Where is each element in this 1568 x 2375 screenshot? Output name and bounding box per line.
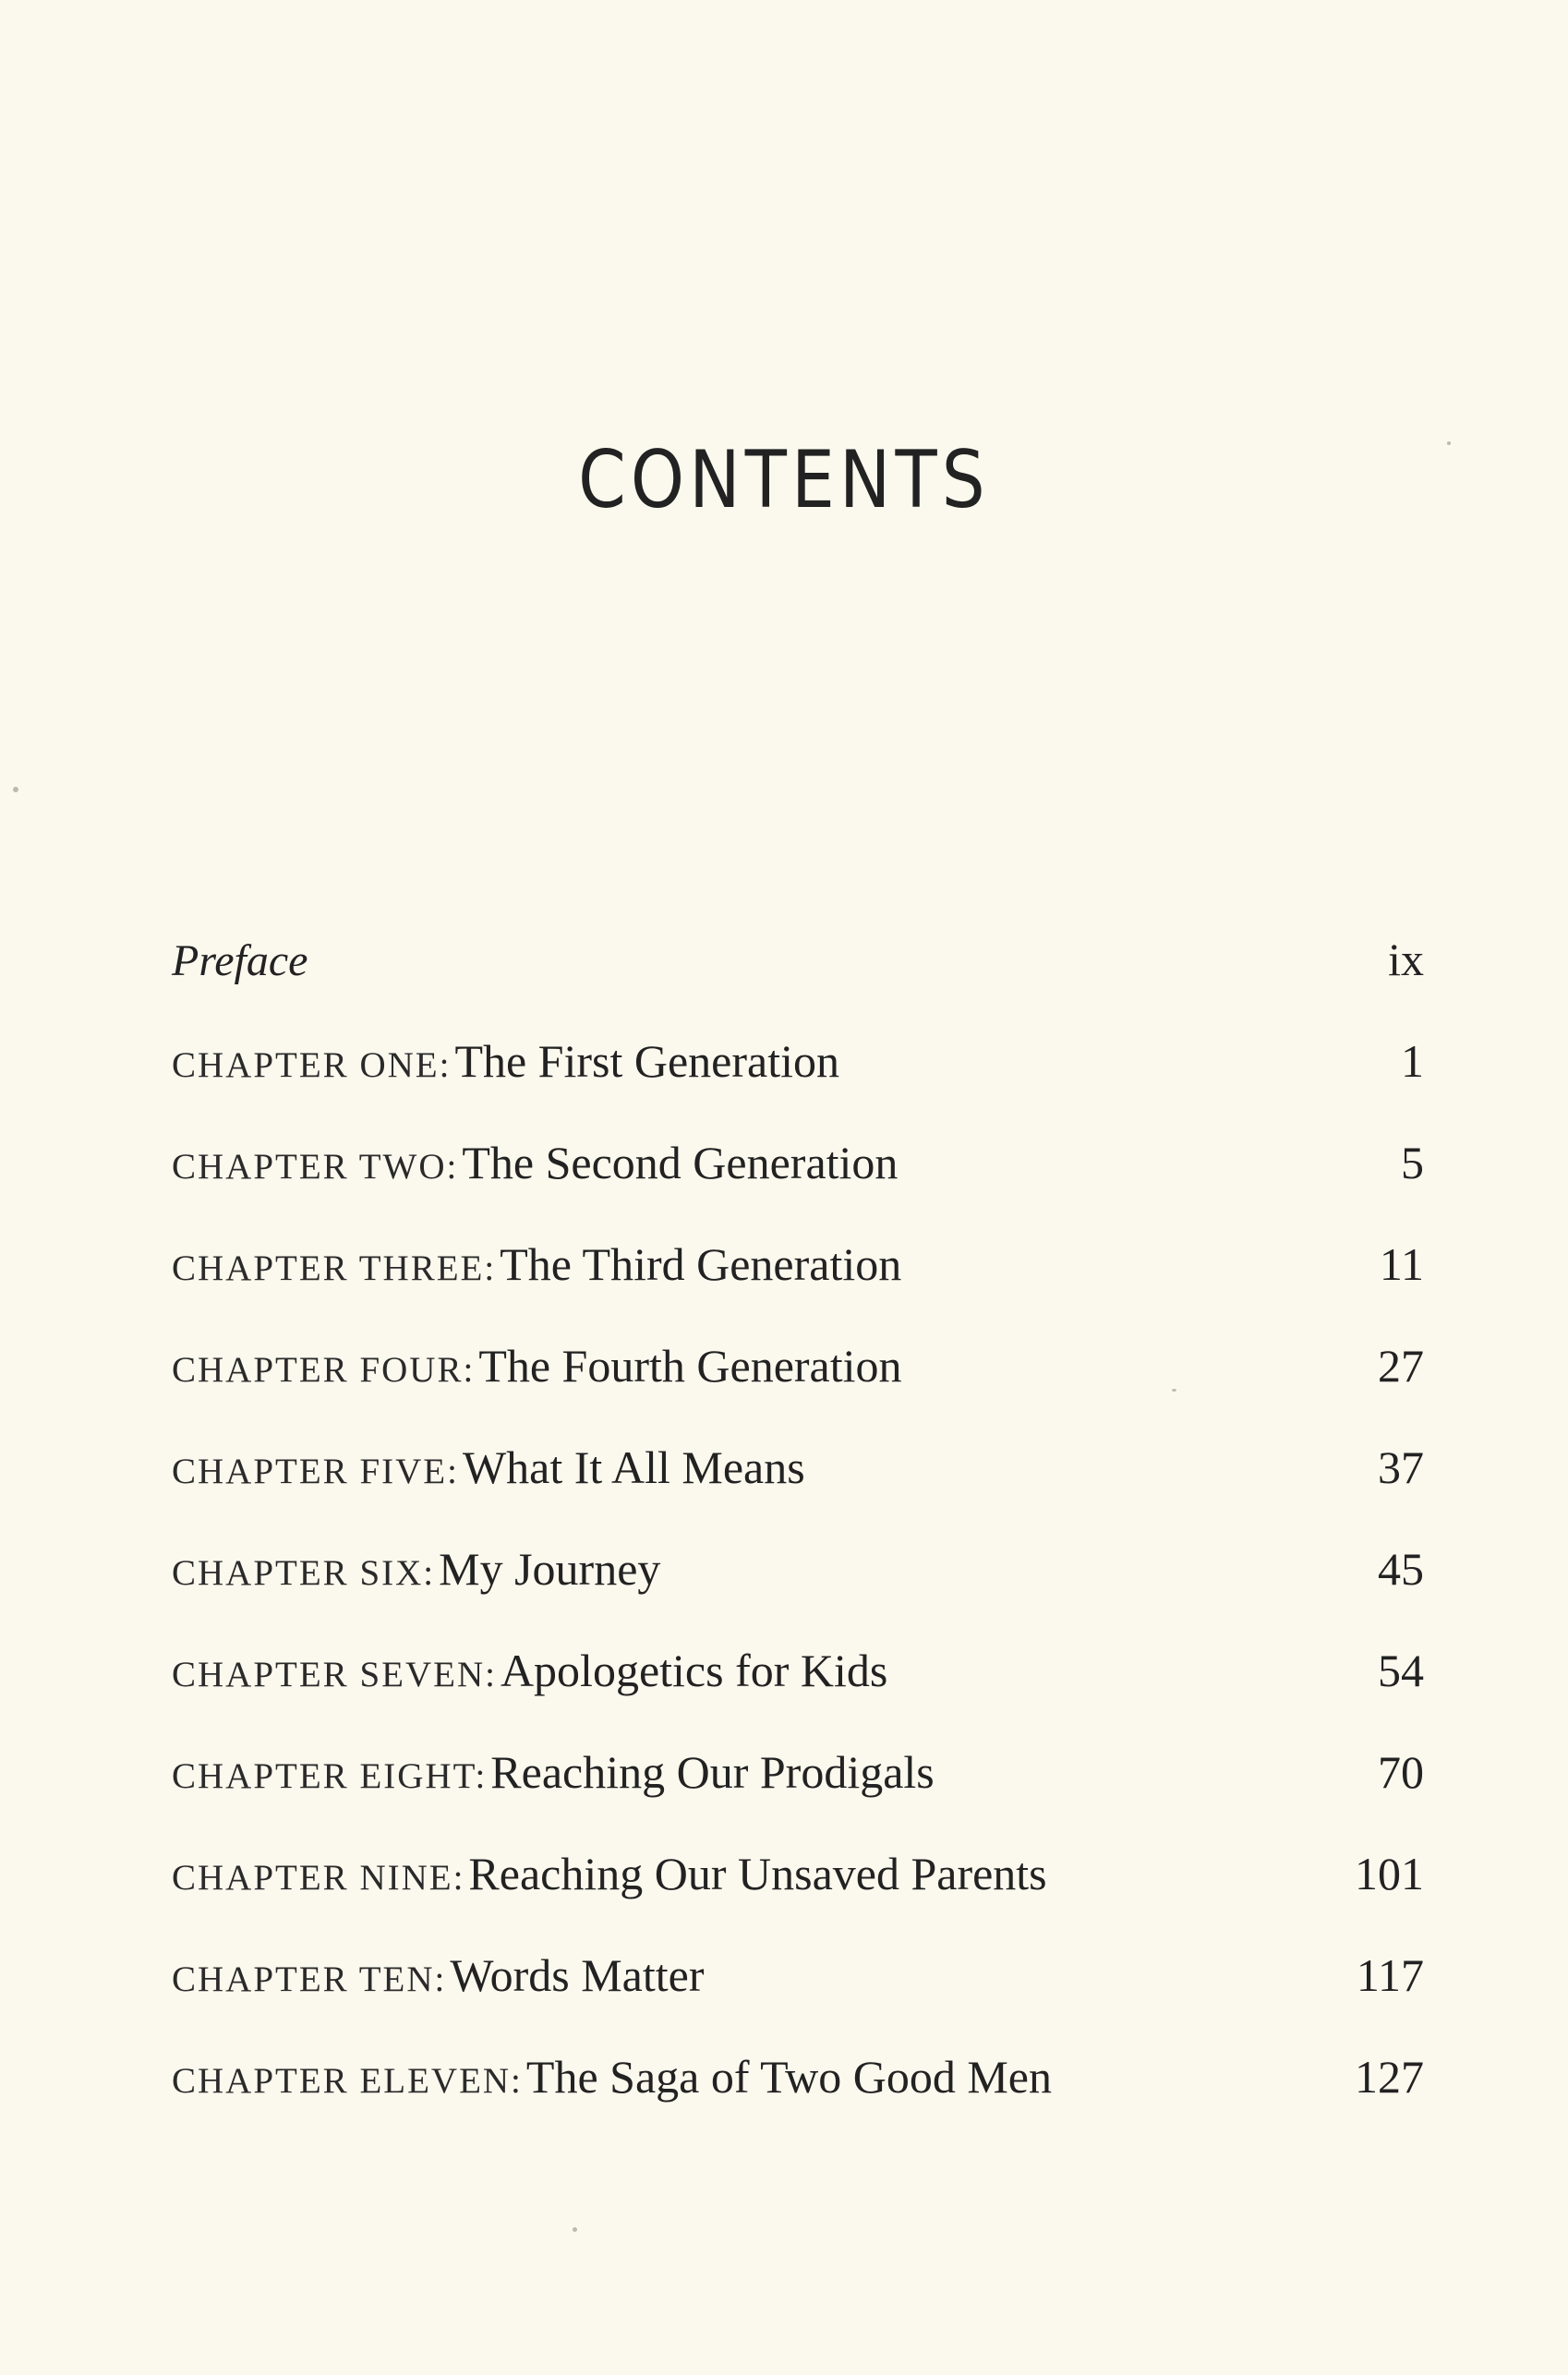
toc-entry-chapter-eleven — [172, 2050, 1424, 2152]
chapter-label: CHAPTER EIGHT: — [172, 1756, 488, 1796]
chapter-title: The Third Generation — [500, 1238, 902, 1290]
table-of-contents — [172, 933, 1424, 2152]
toc-page-number: 27 — [1378, 1340, 1424, 1392]
chapter-label: CHAPTER THREE: — [172, 1248, 497, 1288]
toc-page-number: 37 — [1378, 1441, 1424, 1493]
chapter-label: CHAPTER FIVE: — [172, 1452, 459, 1491]
chapter-title: Reaching Our Prodigals — [490, 1746, 935, 1798]
toc-page-number: 101 — [1355, 1848, 1424, 1899]
toc-page-number: 127 — [1355, 2051, 1424, 2103]
preface-title: Preface — [172, 936, 308, 985]
chapter-label: CHAPTER ELEVEN: — [172, 2061, 523, 2101]
toc-entry-chapter-eight — [172, 1745, 1424, 1847]
toc-entry-chapter-one — [172, 1034, 1424, 1136]
toc-page-number: 5 — [1401, 1137, 1424, 1188]
toc-entry-title — [172, 1745, 935, 1799]
chapter-title: The Fourth Generation — [478, 1340, 902, 1392]
toc-entry-chapter-four — [172, 1339, 1424, 1441]
toc-entry-chapter-nine — [172, 1847, 1424, 1948]
toc-entry-title — [172, 1339, 902, 1392]
chapter-label: CHAPTER SIX: — [172, 1553, 436, 1593]
paper-speck — [1172, 1389, 1176, 1392]
chapter-label: CHAPTER NINE: — [172, 1858, 465, 1898]
paper-speck — [573, 2227, 577, 2232]
chapter-label: CHAPTER TWO: — [172, 1147, 459, 1187]
toc-entry-chapter-ten — [172, 1948, 1424, 2050]
toc-entry-preface — [172, 933, 1424, 1034]
toc-page-number: 1 — [1401, 1035, 1424, 1087]
toc-entry-title — [172, 1847, 1047, 1900]
chapter-title: The Second Generation — [462, 1137, 899, 1188]
toc-entry-title — [172, 1136, 898, 1189]
chapter-label: CHAPTER ONE: — [172, 1045, 452, 1085]
toc-entry-chapter-seven — [172, 1644, 1424, 1745]
paper-speck — [1447, 441, 1451, 445]
toc-entry-title — [172, 1644, 887, 1697]
chapter-title: The First Generation — [454, 1035, 839, 1087]
toc-entry-chapter-six — [172, 1542, 1424, 1644]
toc-entry-chapter-three — [172, 1237, 1424, 1339]
chapter-label: CHAPTER SEVEN: — [172, 1655, 497, 1694]
toc-page-number: 54 — [1378, 1645, 1424, 1696]
toc-entry-title — [172, 1948, 704, 2002]
toc-page-number: 70 — [1378, 1746, 1424, 1798]
paper-speck — [13, 787, 18, 792]
chapter-title: Reaching Our Unsaved Parents — [468, 1848, 1047, 1899]
toc-entry-title — [172, 1441, 805, 1494]
toc-entry-chapter-two — [172, 1136, 1424, 1237]
chapter-title: What It All Means — [462, 1441, 805, 1493]
chapter-title: The Saga of Two Good Men — [525, 2051, 1052, 2103]
toc-page-number: ix — [1388, 934, 1424, 985]
toc-entry-title — [172, 2050, 1052, 2104]
contents-heading: CONTENTS — [578, 434, 990, 526]
chapter-title: Words Matter — [450, 1949, 705, 2001]
chapter-label: CHAPTER FOUR: — [172, 1350, 476, 1390]
toc-entry-title — [172, 1237, 901, 1291]
chapter-title: Apologetics for Kids — [500, 1645, 888, 1696]
toc-page-number: 45 — [1378, 1543, 1424, 1595]
chapter-title: My Journey — [439, 1543, 661, 1595]
toc-entry-chapter-five — [172, 1441, 1424, 1542]
toc-page-number: 11 — [1379, 1238, 1424, 1290]
chapter-label: CHAPTER TEN: — [172, 1959, 447, 1999]
toc-entry-title — [172, 1542, 660, 1596]
toc-page-number: 117 — [1356, 1949, 1424, 2001]
toc-entry-title — [172, 1034, 839, 1088]
toc-entry-title — [172, 935, 308, 986]
